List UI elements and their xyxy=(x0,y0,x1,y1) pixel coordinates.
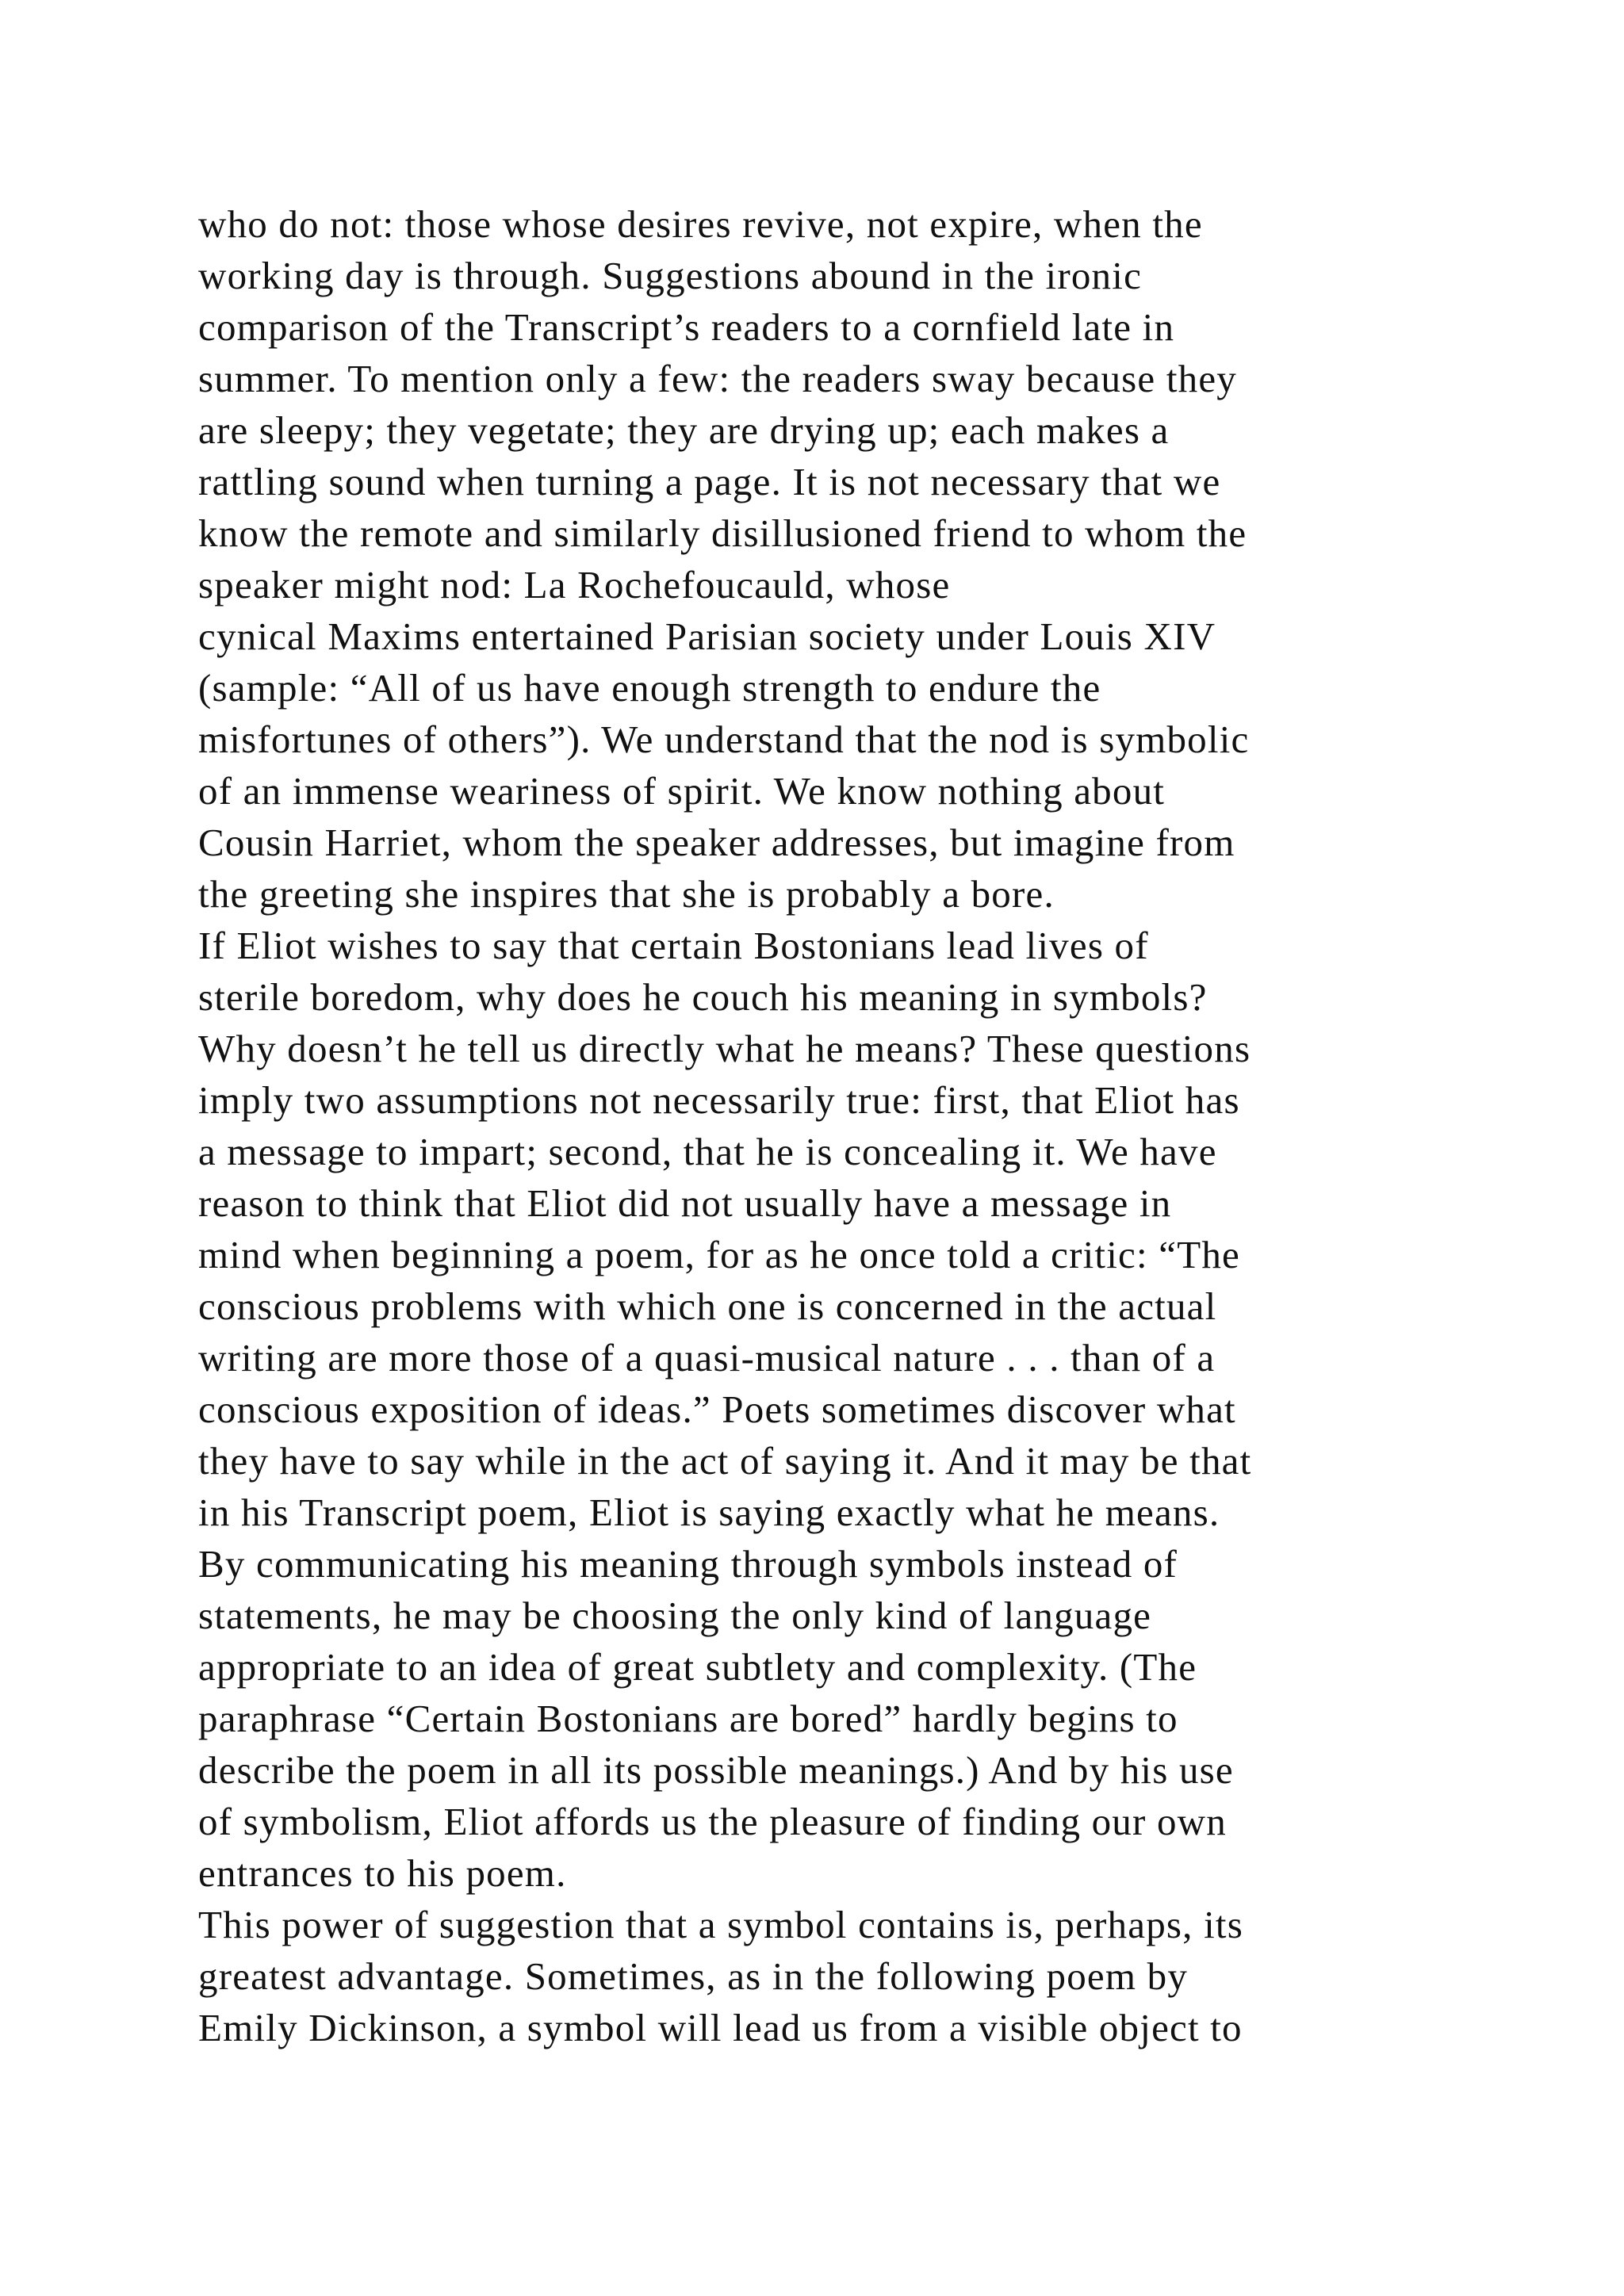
body-text xyxy=(198,198,1507,2053)
text-line: By communicating his meaning through symbols instead of xyxy=(198,1542,1178,1586)
text-line: entrances to his poem. xyxy=(198,1851,567,1895)
text-line: are sleepy; they vegetate; they are drying up; each makes a xyxy=(198,408,1170,452)
text-line: reason to think that Eliot did not usually have a message in xyxy=(198,1181,1172,1225)
text-line: greatest advantage. Sometimes, as in the following poem by xyxy=(198,1954,1189,1998)
text-line: statements, he may be choosing the only kind of language xyxy=(198,1594,1152,1637)
text-line: a message to impart; second, that he is concealing it. We have xyxy=(198,1130,1217,1173)
text-line: they have to say while in the act of saying it. And it may be that xyxy=(198,1439,1252,1483)
text-line: comparison of the Transcript’s readers to a cornfield late in xyxy=(198,305,1175,349)
text-line: Why doesn’t he tell us directly what he means? These questions xyxy=(198,1027,1251,1070)
text-line: mind when beginning a poem, for as he once told a critic: “The xyxy=(198,1233,1240,1276)
text-line: misfortunes of others”). We understand that the nod is symbolic xyxy=(198,718,1250,761)
text-line: This power of suggestion that a symbol contains is, perhaps, its xyxy=(198,1903,1243,1946)
text-line: (sample: “All of us have enough strength to endure the xyxy=(198,666,1101,710)
text-line: working day is through. Suggestions abound in the ironic xyxy=(198,254,1143,297)
text-line: speaker might nod: La Rochefoucauld, whose xyxy=(198,563,951,607)
text-line: paraphrase “Certain Bostonians are bored” hardly begins to xyxy=(198,1697,1178,1740)
text-line: describe the poem in all its possible meanings.) And by his use xyxy=(198,1748,1234,1792)
text-line: summer. To mention only a few: the readers sway because they xyxy=(198,357,1237,400)
text-line: writing are more those of a quasi-musical nature . . . than of a xyxy=(198,1336,1216,1380)
text-line: of an immense weariness of spirit. We know nothing about xyxy=(198,769,1166,813)
text-line: If Eliot wishes to say that certain Bostonians lead lives of xyxy=(198,924,1149,967)
text-line: conscious exposition of ideas.” Poets sometimes discover what xyxy=(198,1387,1236,1431)
text-line: Emily Dickinson, a symbol will lead us from a visible object to xyxy=(198,2006,1243,2049)
text-line: rattling sound when turning a page. It is not necessary that we xyxy=(198,460,1221,503)
text-line: imply two assumptions not necessarily true: first, that Eliot has xyxy=(198,1078,1240,1122)
text-line: of symbolism, Eliot affords us the pleasure of finding our own xyxy=(198,1800,1227,1843)
text-line: Cousin Harriet, whom the speaker addresses, but imagine from xyxy=(198,821,1235,864)
text-line: conscious problems with which one is concerned in the actual xyxy=(198,1284,1217,1328)
text-line: in his Transcript poem, Eliot is saying exactly what he means. xyxy=(198,1490,1220,1534)
text-line: cynical Maxims entertained Parisian society under Louis XIV xyxy=(198,614,1216,658)
text-line: sterile boredom, why does he couch his meaning in symbols? xyxy=(198,975,1208,1019)
text-line: know the remote and similarly disillusioned friend to whom the xyxy=(198,511,1247,555)
text-line: who do not: those whose desires revive, not expire, when the xyxy=(198,202,1203,246)
text-line: the greeting she inspires that she is probably a bore. xyxy=(198,872,1055,916)
text-line: appropriate to an idea of great subtlety and complexity. (The xyxy=(198,1645,1197,1689)
